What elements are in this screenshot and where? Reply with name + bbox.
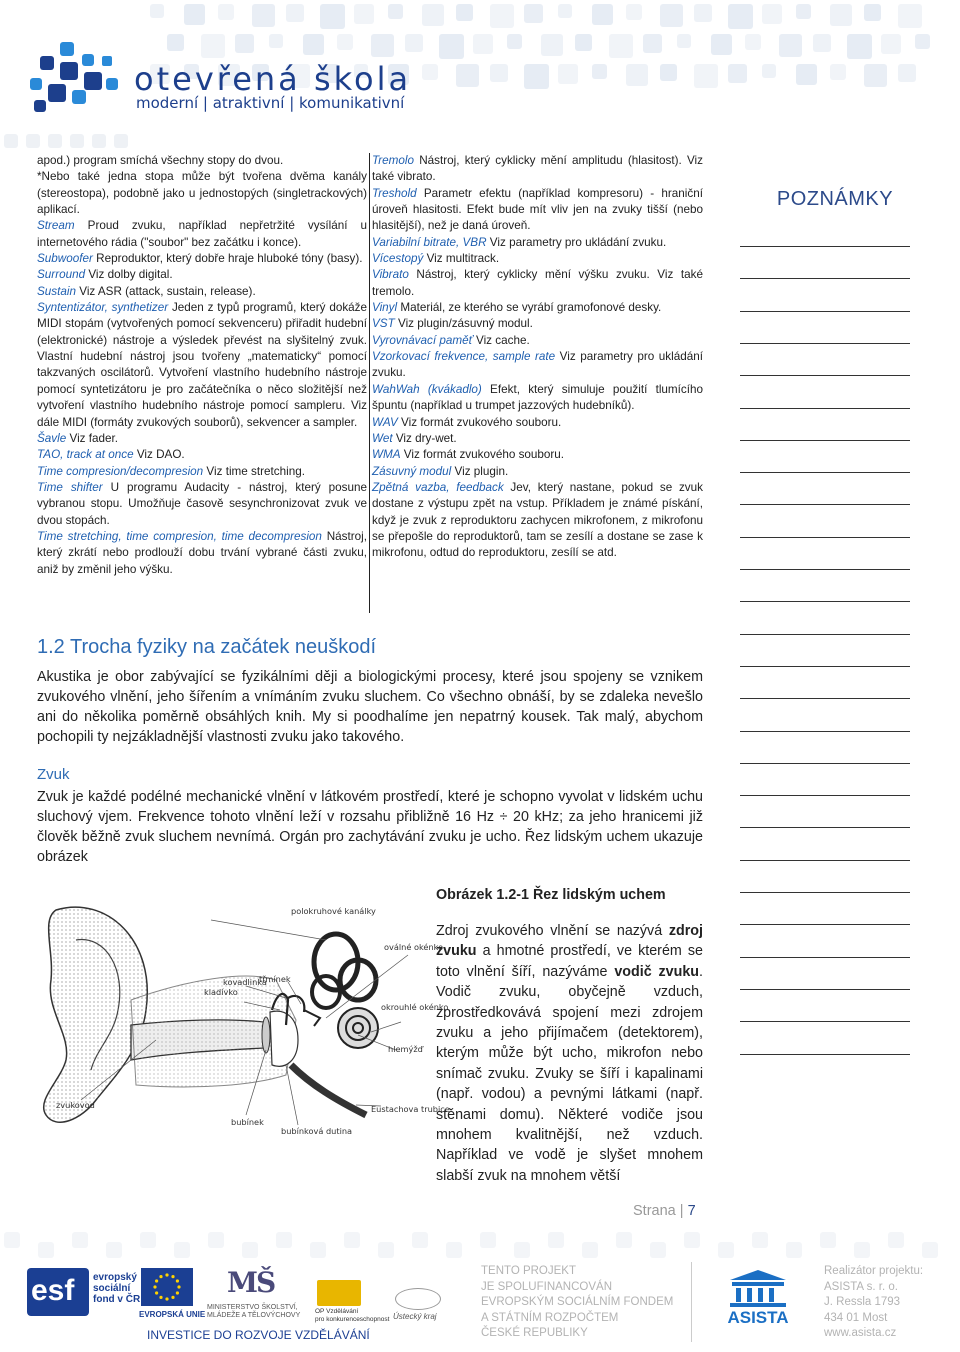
glossary-term: Vinyl	[372, 301, 398, 315]
esf-logo-icon: esf	[27, 1268, 89, 1316]
glossary-definition: Viz parametry pro ukládání zvuku.	[486, 235, 667, 249]
realizator-line: 434 01 Most	[824, 1311, 888, 1324]
header-square	[779, 34, 802, 57]
eu-label: EVROPSKÁ UNIE	[139, 1310, 206, 1319]
header-square	[201, 34, 225, 58]
footer-square	[820, 1232, 836, 1248]
glossary-term: Subwoofer	[37, 252, 93, 266]
glossary-entry	[37, 251, 367, 267]
fig-label-okrouhle: okrouhlé okénko	[381, 1002, 449, 1012]
footer-square	[752, 1232, 768, 1248]
header-square	[218, 4, 234, 20]
glossary-term: Vibrato	[372, 268, 409, 282]
glossary-term: Time shifter	[37, 480, 103, 494]
fig-label-dutina: bubínková dutina	[281, 1126, 353, 1136]
footer-square	[480, 1232, 496, 1248]
glossary-term: Sustain	[37, 284, 76, 298]
footer-square	[344, 1232, 360, 1248]
glossary-definition: U programu Audacity - nástroj, který posune vybranou stopu. Umožňuje časově sesynchronizovat zvuk ve dvou stopách.	[37, 480, 367, 527]
glossary-entry	[372, 349, 703, 382]
glossary-definition: Nástroj, který cyklicky mění výšku zvuku. Viz také tremolo.	[372, 268, 703, 298]
glossary-entry	[372, 153, 703, 186]
margin-square	[92, 134, 106, 148]
header-square	[813, 34, 831, 52]
glossary-entry	[372, 300, 703, 316]
footer-square	[582, 1242, 598, 1258]
notes-line	[740, 343, 910, 344]
msmt-text	[207, 1304, 300, 1320]
glossary-entry	[37, 480, 367, 529]
otevrena-skola-logo-icon	[26, 38, 126, 118]
project-text	[481, 1264, 673, 1342]
header-square	[558, 64, 578, 84]
realizator-line: J. Ressla 1793	[824, 1296, 901, 1309]
project-line: TENTO PROJEKT	[481, 1265, 576, 1277]
glossary-term: Vyrovnávací paměť	[372, 333, 473, 347]
glossary-definition: apod.) program smíchá všechny stopy do dvou.	[37, 154, 284, 167]
glossary-entry	[372, 447, 703, 463]
header-square	[303, 34, 324, 55]
glossary-definition: Viz DAO.	[133, 448, 185, 462]
glossary-term: Stream	[37, 219, 75, 233]
header-square	[626, 4, 642, 20]
header-square	[592, 4, 613, 25]
footer-square	[72, 1232, 88, 1248]
glossary-definition: *Nebo také jedna stopa může být tvořena dvěma kanály (stereostopa), podobně jako u jednostopých (singletrackových) aplikací.	[37, 170, 367, 217]
notes-line	[740, 795, 910, 796]
glossary-left-column	[37, 153, 367, 578]
realizator-line: Realizátor projektu:	[824, 1265, 924, 1277]
esf-line: evropský	[93, 1272, 137, 1283]
glossary-definition: Viz ASR (attack, sustain, release).	[75, 284, 256, 298]
eu-star	[165, 1297, 168, 1300]
notes-line	[740, 892, 910, 893]
notes-line	[740, 860, 910, 861]
header-square	[711, 34, 732, 55]
column-divider	[369, 153, 370, 613]
bold-term: vodič zvuku	[614, 963, 700, 980]
header-square	[184, 4, 205, 25]
footer-square	[310, 1242, 326, 1258]
glossary-definition: Viz fader.	[66, 431, 119, 445]
glossary-definition: Viz cache.	[472, 333, 530, 347]
notes-line	[740, 763, 910, 764]
notes-title: POZNÁMKY	[776, 188, 894, 210]
ustecky-kraj-logo-icon	[395, 1288, 441, 1310]
fig-label-polokruhove: polokruhové kanálky	[291, 906, 376, 916]
header-square	[643, 34, 662, 53]
header-square	[694, 4, 712, 22]
glossary-entry	[372, 316, 703, 332]
intro-paragraph: Akustika je obor zabývající se fyzikálními ději a biologickými procesy, které jsou spojeny se vznikem zvukového vlnění, jeho šířením a vnímáním zvuku sluchem. Co všechno obnáší, by se zdaleka nevešlo ani do několika poměrně obsáhlých knih. My si poodhalíme jen nepatrný kousek. Tak malý, abychom pochopili ty nejzákladnější vlastnosti zvuku jako takového.	[37, 669, 703, 745]
notes-line	[740, 278, 910, 279]
glossary-entry	[372, 186, 703, 235]
sub-heading: Zvuk	[37, 766, 70, 783]
side-paragraph	[436, 921, 703, 1186]
glossary-definition: Viz formát zvukového souboru.	[400, 448, 565, 462]
notes-line	[740, 408, 910, 409]
header-square	[150, 4, 164, 18]
header-square	[864, 64, 887, 87]
notes-line	[740, 989, 910, 990]
glossary-definition: Viz multitrack.	[423, 252, 500, 266]
esf-line: fond v ČR	[93, 1294, 141, 1305]
eu-star	[165, 1273, 168, 1276]
asista-name: ASISTA	[727, 1308, 789, 1327]
op-line: OP Vzdělávání	[315, 1308, 359, 1315]
notes-line	[740, 246, 910, 247]
footer-square	[276, 1232, 292, 1248]
ustecky-kraj-label: Ústecký kraj	[393, 1312, 437, 1321]
header-square	[677, 34, 691, 48]
notes-line	[740, 569, 910, 570]
header-square	[796, 4, 811, 19]
eu-star	[171, 1296, 174, 1299]
notes-line	[740, 924, 910, 925]
eu-star	[159, 1275, 162, 1278]
header-square	[864, 4, 881, 21]
header-square	[252, 4, 275, 27]
glossary-term: WAV	[372, 415, 398, 429]
glossary-definition: Reproduktor, který dobře hraje hluboké tóny (basy).	[92, 252, 363, 266]
header-square	[728, 64, 747, 83]
header-square	[626, 64, 648, 86]
glossary-definition: Nástroj, který zkrátí nebo prodlouží dobu trvání vybrané části zvuku, aniž by změnil jeho výšku.	[37, 529, 367, 576]
footer-square	[208, 1232, 224, 1248]
fig-label-trminek: třmínek	[259, 974, 291, 984]
header-square	[422, 4, 444, 26]
header-square	[456, 4, 473, 21]
glossary-definition: Jeden z typů programů, který dokáže MIDI stopám (vytvořených pomocí sekvenceru) přiřadit hudební (elektronické) nástroje a výsledek převést na slyšitelný zvuk. Vlastní hudební nástroj jsou tvořeny „matematicky“ pomocí takzvaných oscilátorů. Vytvoření vlastního hudebního nástroje pomocí syntetizátoru je pro začátečníka o něco složitější než vytvoření vlastního hudebního nástroje pomocí sampleru. Viz dále MIDI (formáty zvukových souborů), sekvencer a sampler.	[37, 301, 368, 429]
glossary-entry	[372, 333, 703, 349]
notes-line	[740, 440, 910, 441]
section-heading: 1.2 Trocha fyziky na začátek neuškodí	[37, 636, 377, 658]
figure-title: Obrázek 1.2-1 Řez lidským uchem	[436, 887, 666, 903]
glossary-entry	[37, 464, 367, 480]
header-square	[507, 34, 522, 49]
header-square	[286, 4, 304, 22]
footer-square	[888, 1232, 904, 1248]
footer-square	[242, 1242, 258, 1258]
eu-star	[153, 1285, 156, 1288]
header-square	[796, 64, 817, 85]
glossary-entry	[37, 447, 367, 463]
header-square	[694, 64, 718, 88]
glossary-term: Zpětná vazba, feedback	[372, 480, 504, 494]
fig-label-ovalne: oválné okénko	[384, 942, 444, 952]
header-square	[847, 34, 872, 59]
bold-term: zdroj zvuku	[436, 923, 703, 960]
brand-title: otevřená škola	[134, 60, 412, 98]
glossary-definition: Nástroj, který cyklicky mění amplitudu (hlasitost). Viz také vibrato.	[372, 154, 703, 184]
glossary-definition: Proud zvuku, například nepřetržité vysílání u internetového rádia ("soubor" bez začátku i konce).	[37, 219, 367, 249]
header-square	[456, 64, 479, 87]
glossary-entry	[37, 169, 367, 218]
glossary-entry	[372, 251, 703, 267]
realizator-line: www.asista.cz	[824, 1327, 897, 1340]
header-square	[830, 4, 852, 26]
glossary-entry	[37, 267, 367, 283]
glossary-definition: Viz parametry pro ukládání zvuku.	[372, 350, 703, 380]
header-square	[830, 64, 846, 80]
header-square	[881, 34, 901, 54]
glossary-definition: Viz time stretching.	[203, 464, 305, 478]
footer-divider	[691, 1262, 692, 1342]
page-header	[0, 0, 960, 130]
msmt-line: MLÁDEŽE A TĚLOVÝCHOVY	[207, 1312, 301, 1319]
fig-label-kovadlinka: kovadlinka	[223, 977, 267, 987]
glossary-term: Tremolo	[372, 154, 414, 167]
brand-subtitle: moderní | atraktivní | komunikativní	[136, 94, 405, 112]
glossary-term: Vzorkovací frekvence, sample rate	[372, 350, 556, 364]
glossary-definition: Viz formát zvukového souboru.	[397, 415, 562, 429]
glossary-entry	[372, 480, 703, 562]
fig-label-kladivko: kladívko	[204, 987, 238, 997]
notes-line	[740, 634, 910, 635]
eu-star	[155, 1279, 158, 1282]
margin-square	[70, 134, 84, 148]
footer-square	[514, 1242, 530, 1258]
footer-square	[4, 1232, 20, 1248]
glossary-definition: Efekt, který simuluje použití tlumícího špuntu (například u trumpet jazzových hudebníků).	[372, 382, 703, 413]
notes-line	[740, 827, 910, 828]
glossary-term: Syntentizátor, synthetizer	[37, 301, 169, 315]
header-square	[439, 34, 464, 59]
header-square	[337, 34, 353, 50]
header-square	[371, 34, 394, 57]
header-square	[473, 34, 493, 54]
glossary-definition: Materiál, ze kterého se vyrábí gramofonové desky.	[397, 301, 662, 315]
glossary-term: WahWah (kvákadlo)	[372, 382, 482, 396]
glossary-entry	[37, 300, 367, 431]
footer-square	[378, 1242, 394, 1258]
glossary-entry	[372, 267, 703, 300]
glossary-term: Time compresion/decompresion	[37, 464, 204, 478]
eu-flag-icon	[141, 1268, 193, 1306]
project-line: A STÁTNÍM ROZPOČTEM	[481, 1311, 619, 1324]
footer-square	[548, 1232, 564, 1248]
footer-logos	[27, 1266, 467, 1346]
footer-square	[38, 1242, 54, 1258]
notes-line	[740, 731, 910, 732]
invest-label: INVESTICE DO ROZVOJE VZDĚLÁVÁNÍ	[147, 1328, 370, 1342]
header-square	[762, 4, 782, 24]
header-square	[524, 64, 549, 89]
header-square	[660, 64, 677, 81]
msmt-line: MINISTERSTVO ŠKOLSTVÍ,	[207, 1304, 298, 1311]
footer-square	[786, 1242, 802, 1258]
notes-line	[740, 957, 910, 958]
project-line: EVROPSKÝM SOCIÁLNÍM FONDEM	[481, 1296, 674, 1309]
glossary-term: Variabilní bitrate, VBR	[372, 235, 487, 249]
margin-square	[48, 134, 62, 148]
esf-text	[93, 1272, 140, 1305]
glossary-entry	[372, 431, 703, 447]
glossary-term: Vícestopý	[372, 252, 424, 266]
header-square	[490, 64, 508, 82]
notes-line	[740, 698, 910, 699]
footer-square	[650, 1242, 666, 1258]
eu-star	[155, 1291, 158, 1294]
notes-line	[740, 601, 910, 602]
zvuk-paragraph: Zvuk je každé podélné mechanické vlnění v látkovém prostředí, které je schopno vyvolat v lidském uchu sluchový vjem. Frekvence tohoto vlnění leží v rozsahu přibližně 16 Hz ÷ 20 kHz; za jeho hranicemi již člověk běžně zvuk sluchem nevnímá. Orgán pro zachytávání zvuku je ucho. Řez lidským uchem ukazuje obrázek	[37, 789, 703, 865]
eu-star	[176, 1291, 179, 1294]
header-square	[490, 4, 514, 28]
notes-line	[740, 666, 910, 667]
page-number-value: 7	[687, 1203, 696, 1219]
footer-square	[684, 1232, 700, 1248]
header-square	[915, 34, 930, 49]
margin-square	[4, 134, 18, 148]
header-square	[898, 4, 922, 28]
header-square	[354, 4, 374, 24]
glossary-right-column	[372, 153, 703, 562]
fig-label-eustachova: Eustachova trubice	[371, 1104, 450, 1114]
header-square	[745, 34, 761, 50]
page-number: Strana | 7	[633, 1203, 696, 1219]
text-run: Zdroj zvukového vlnění se nazývá	[436, 923, 669, 939]
notes-line	[740, 504, 910, 505]
glossary-entry	[372, 415, 703, 431]
footer-square	[922, 1242, 938, 1258]
op-text	[315, 1308, 389, 1323]
header-square	[269, 34, 283, 48]
footer-square	[174, 1242, 190, 1258]
glossary-term: WMA	[372, 448, 401, 462]
glossary-entry	[37, 284, 367, 300]
margin-square	[114, 134, 128, 148]
header-square	[422, 64, 438, 80]
glossary-term: VST	[372, 317, 395, 331]
header-square	[541, 34, 563, 56]
text-run: a hmotné prostředí, ve kterém se toto vlnění šíří, nazýváme	[436, 943, 703, 980]
header-square	[235, 34, 254, 53]
header-square	[660, 4, 683, 27]
glossary-term: Treshold	[372, 186, 417, 200]
glossary-entry	[372, 235, 703, 251]
footer-square	[446, 1242, 462, 1258]
glossary-definition: Viz plugin.	[451, 464, 509, 478]
glossary-term: Zásuvný modul	[372, 464, 452, 478]
asista-logo	[716, 1268, 800, 1327]
glossary-term: TAO, track at once	[37, 448, 134, 462]
notes-line	[740, 1054, 910, 1055]
project-line: ČESKÉ REPUBLIKY	[481, 1327, 588, 1340]
eu-star	[177, 1285, 180, 1288]
op-logo-icon	[317, 1280, 361, 1306]
header-square	[167, 34, 184, 51]
eu-star	[159, 1296, 162, 1299]
notes-line	[740, 375, 910, 376]
eu-star	[176, 1279, 179, 1282]
footer-square	[140, 1232, 156, 1248]
header-square	[524, 4, 543, 23]
notes-line	[740, 537, 910, 538]
header-square	[575, 34, 592, 51]
glossary-entry	[37, 529, 367, 578]
header-square	[388, 4, 403, 19]
notes-line	[740, 472, 910, 473]
asista-building-icon	[716, 1268, 800, 1308]
footer-square	[412, 1232, 428, 1248]
realizator-text	[824, 1264, 923, 1342]
glossary-term: Surround	[37, 268, 86, 282]
ear-cross-section-figure	[36, 900, 450, 1150]
glossary-definition: Viz plugin/zásuvný modul.	[394, 317, 533, 331]
glossary-entry	[372, 382, 703, 415]
page-label: Strana	[633, 1203, 676, 1219]
fig-label-bubinek: bubínek	[231, 1117, 264, 1127]
glossary-term: Time stretching, time compresion, time decompresion	[37, 529, 322, 543]
realizator-line: ASISTA s. r. o.	[824, 1280, 898, 1293]
text-run: . Vodič zvuku, obyčejně vzduch, zprostředkovává spojení mezi zdrojem zvuku a jeho přijímačem (detektorem), kterým může být ucho, mikrofon nebo snímač zvuku. Zvuky se šíří i kapalinami (např. vodou) a pevnými látkami (např. stěnami domu). Některé vodiče jsou mnohem kvalitnější, než vzduch. Například ve vodě je slyšet mnohem slabší zvuk na mnohem větší	[436, 963, 703, 1184]
header-square	[762, 64, 776, 78]
op-line: pro konkurenceschopnost	[315, 1315, 390, 1323]
header-square	[728, 4, 753, 29]
glossary-entry	[37, 153, 367, 169]
header-square	[320, 4, 345, 29]
glossary-entry	[37, 218, 367, 251]
header-square	[898, 64, 916, 82]
header-square	[558, 4, 572, 18]
footer-square	[854, 1242, 870, 1258]
glossary-definition: Parametr efektu (například kompresoru) - hraniční úroveň hlasitosti. Efekt bude mít vliv jen na zvuky tišší (nebo hlasitější), než je daná úroveň.	[372, 186, 703, 233]
eu-star	[171, 1275, 174, 1278]
fig-label-hlemyzd: hlemýžď	[388, 1044, 423, 1054]
glossary-definition: Jev, který nastane, pokud se zvuk dostane z výstupu zpět na vstup. Příkladem je známé pískání, když je zvuk z reproduktoru zachycen mikrofonem, z mikrofonu se přepošle do reproduktorů, tam se zesílí a dostane se zase k mikrofonu, odtud do reproduktoru, zesílí se atd.	[372, 480, 703, 560]
header-square	[609, 34, 633, 58]
header-square	[592, 64, 607, 79]
header-square	[405, 34, 423, 52]
glossary-definition: Viz dry-wet.	[392, 431, 457, 445]
glossary-entry	[372, 464, 703, 480]
footer-square	[718, 1242, 734, 1258]
glossary-entry	[37, 431, 367, 447]
msmt-logo-icon: MŠ	[227, 1266, 275, 1299]
fig-label-zvukovod: zvukovod	[56, 1100, 95, 1110]
footer-square	[106, 1242, 122, 1258]
margin-square	[26, 134, 40, 148]
project-line: JE SPOLUFINANCOVÁN	[481, 1280, 612, 1293]
notes-line	[740, 311, 910, 312]
notes-line	[740, 1021, 910, 1022]
glossary-term: Wet	[372, 431, 393, 445]
glossary-definition: Viz dolby digital.	[85, 268, 173, 282]
glossary-term: Šavle	[37, 431, 67, 445]
esf-line: sociální	[93, 1283, 131, 1294]
footer-square	[616, 1232, 632, 1248]
